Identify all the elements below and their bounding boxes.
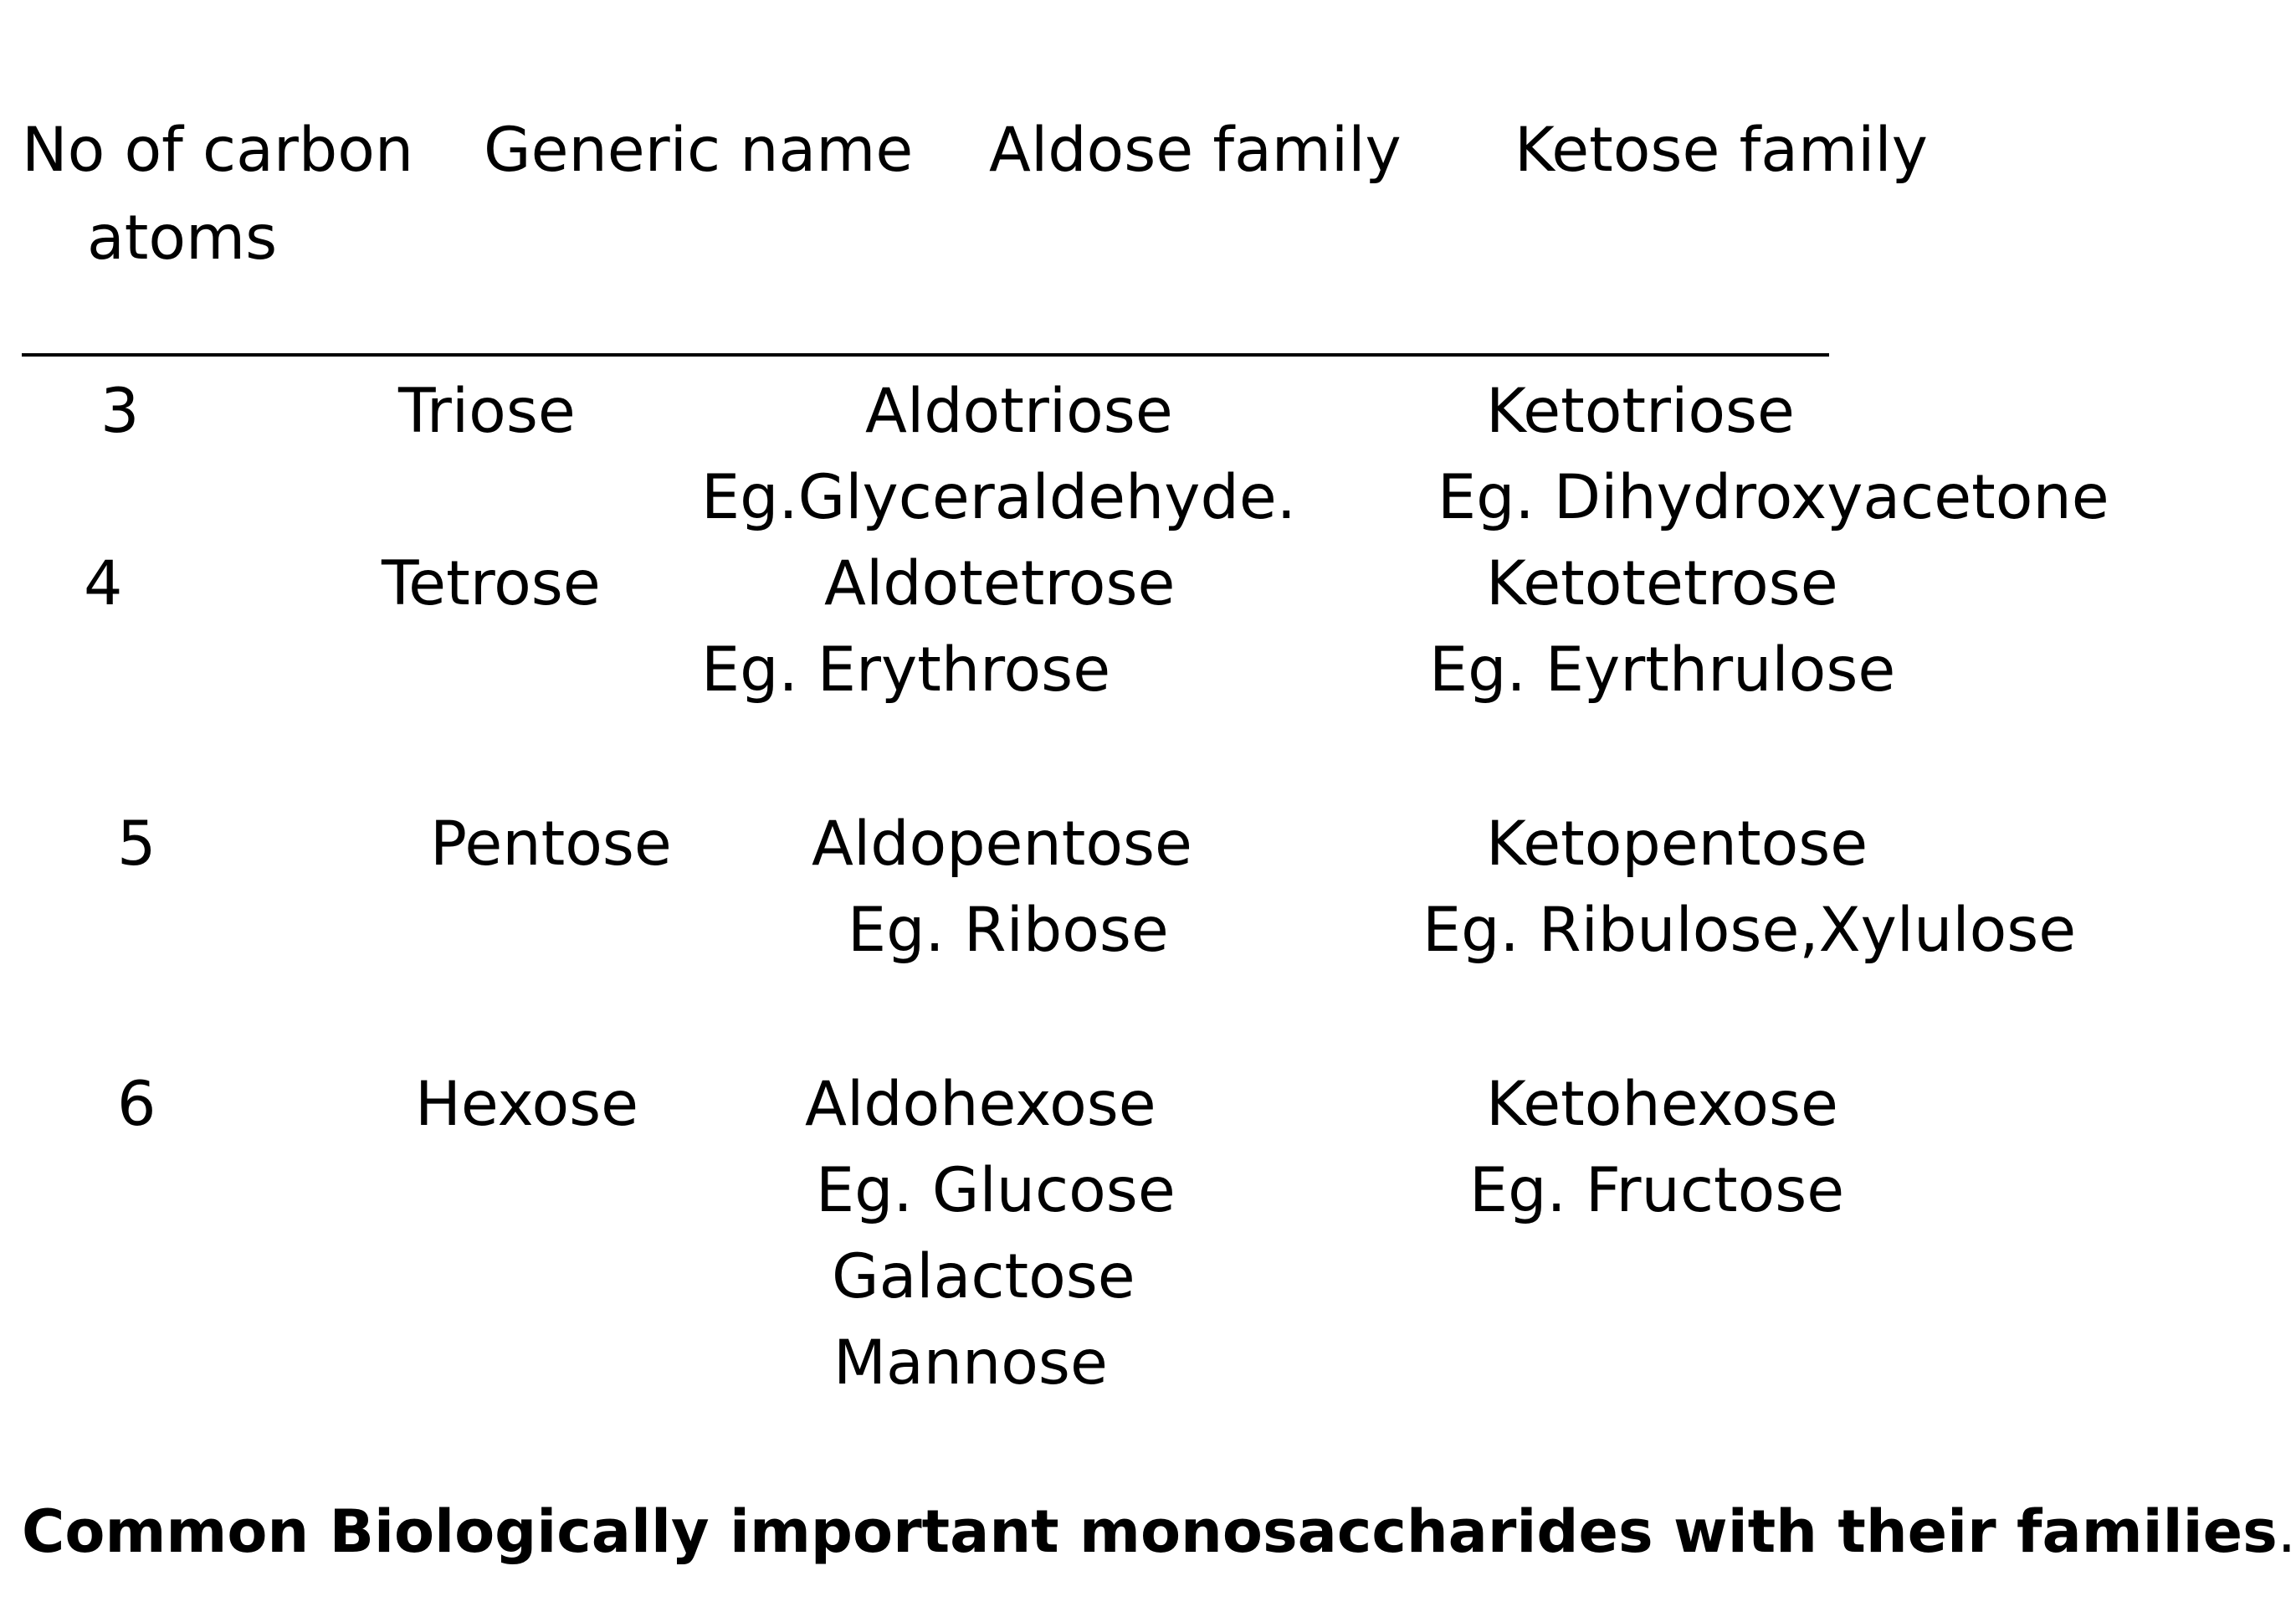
row-3-aldose-example: Eg.Glyceraldehyde. <box>701 462 1296 533</box>
header-aldose-family: Aldose family <box>989 115 1402 186</box>
row-6-aldose-example: Eg. Glucose <box>816 1155 1176 1226</box>
row-3-generic: Triose <box>398 376 576 447</box>
row-5-aldose-example: Eg. Ribose <box>848 895 1169 966</box>
row-6-ketose: Ketohexose <box>1486 1069 1838 1140</box>
table-caption-period: . <box>2277 1497 2296 1566</box>
row-5-ketose: Ketopentose <box>1486 809 1868 880</box>
row-6-generic: Hexose <box>415 1069 639 1140</box>
row-3-ketose: Ketotriose <box>1486 376 1795 447</box>
table-caption <box>22 1497 2296 1566</box>
row-5-carbons: 5 <box>117 809 156 880</box>
row-6-aldose: Aldohexose <box>805 1069 1156 1140</box>
header-generic-name: Generic name <box>484 115 914 186</box>
row-4-aldose-example: Eg. Erythrose <box>701 634 1111 706</box>
row-3-carbons: 3 <box>100 376 140 447</box>
row-4-carbons: 4 <box>84 548 123 619</box>
row-5-generic: Pentose <box>430 809 672 880</box>
row-4-ketose-example: Eg. Eyrthrulose <box>1429 634 1896 706</box>
row-5-aldose: Aldopentose <box>812 809 1192 880</box>
header-carbon-atoms-line1: No of carbon <box>22 115 414 186</box>
row-5-ketose-example: Eg. Ribulose,Xylulose <box>1422 895 2077 966</box>
row-6-aldose-example: Galactose <box>832 1241 1135 1312</box>
row-6-aldose-example: Mannose <box>833 1327 1108 1399</box>
header-divider <box>22 353 1829 357</box>
row-3-ketose-example: Eg. Dihydroxyacetone <box>1438 462 2109 533</box>
table-caption-text: Common Biologically important monosaccharides with their families <box>22 1497 2278 1566</box>
row-3-aldose: Aldotriose <box>865 376 1173 447</box>
header-carbon-atoms-line2: atoms <box>87 203 278 274</box>
row-4-generic: Tetrose <box>382 548 601 619</box>
row-4-aldose: Aldotetrose <box>824 548 1176 619</box>
header-ketose-family: Ketose family <box>1514 115 1928 186</box>
row-6-carbons: 6 <box>117 1069 156 1140</box>
row-4-ketose: Ketotetrose <box>1486 548 1838 619</box>
row-6-ketose-example: Eg. Fructose <box>1469 1155 1845 1226</box>
